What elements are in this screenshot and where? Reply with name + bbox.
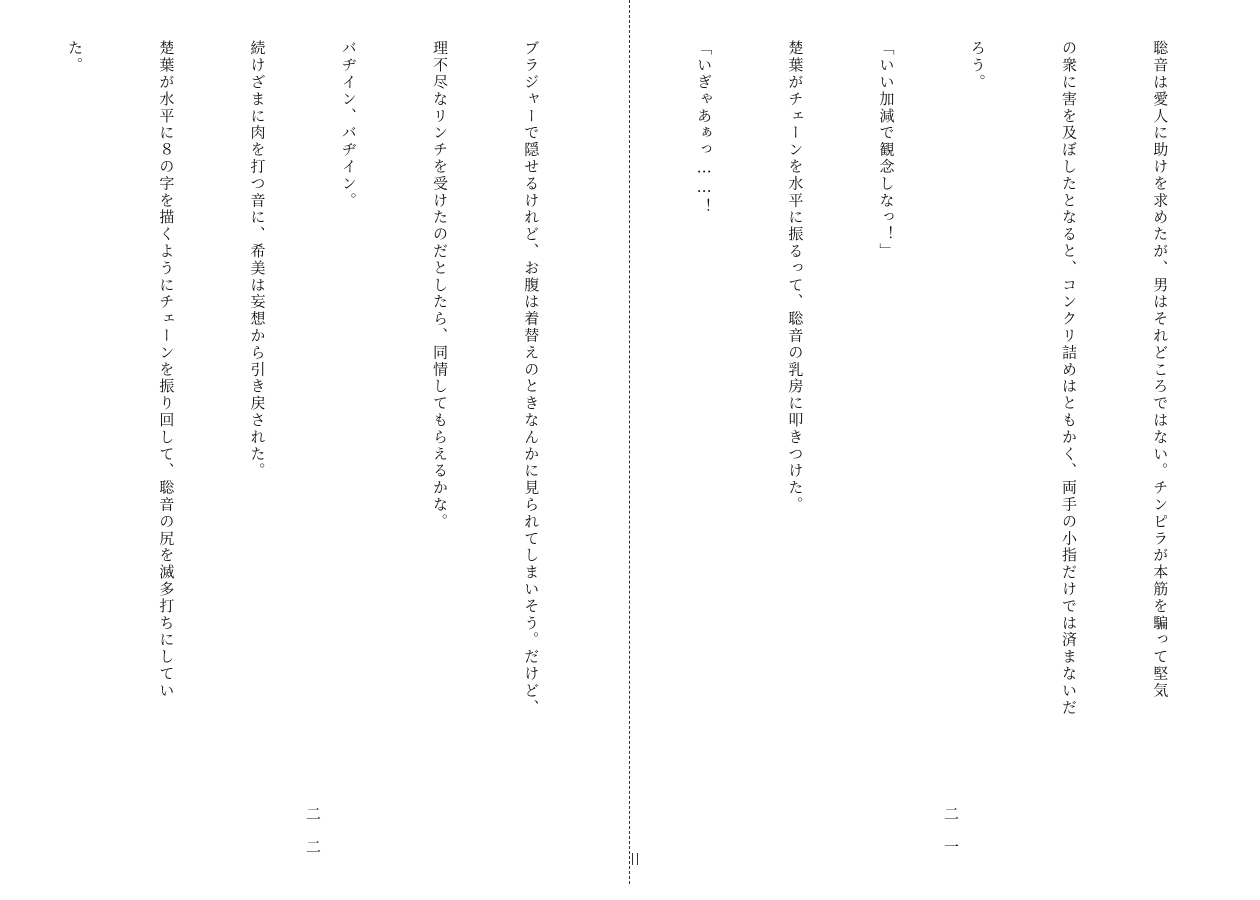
body-line: バヂイン、バヂイン。 xyxy=(339,40,358,209)
body-line: た。 xyxy=(66,40,85,74)
body-line: 「いい加減で観念しなっ！」 xyxy=(877,40,896,260)
right-page xyxy=(630,0,1260,900)
body-line: 「いぎゃあぁっ……！ xyxy=(695,40,714,215)
body-line: ブラジャーで隠せるけれど、お腹は着替えのときなんかに見られてしまいそう。だけど、 xyxy=(522,40,541,716)
gutter-mark xyxy=(632,853,638,865)
body-line: の衆に害を及ぼしたとなると、コンクリ詰めはともかく、両手の小指だけでは済まないだ xyxy=(1059,40,1078,716)
body-line: 続けざまに肉を打つ音に、希美は妄想から引き戻された。 xyxy=(248,40,267,480)
body-line: 楚葉がチェーンを水平に振るって、聡音の乳房に叩きつけた。 xyxy=(786,40,805,514)
body-line: 理不尽なリンチを受けたのだとしたら、同情してもらえるかな。 xyxy=(430,40,449,531)
body-line: 楚葉が水平に８の字を描くようにチェーンを振り回して、聡音の尻を滅多打ちにしてい xyxy=(157,40,176,700)
page-number: 二二 xyxy=(304,806,322,872)
right-page-body xyxy=(639,40,1236,730)
body-line: ろう。 xyxy=(968,40,987,91)
page-number: 二一 xyxy=(942,806,960,872)
left-page-body xyxy=(3,40,607,730)
body-line: 聡音は愛人に助けを求めたが、男はそれどころではない。チンピラが本筋を騙って堅気 xyxy=(1151,40,1170,700)
